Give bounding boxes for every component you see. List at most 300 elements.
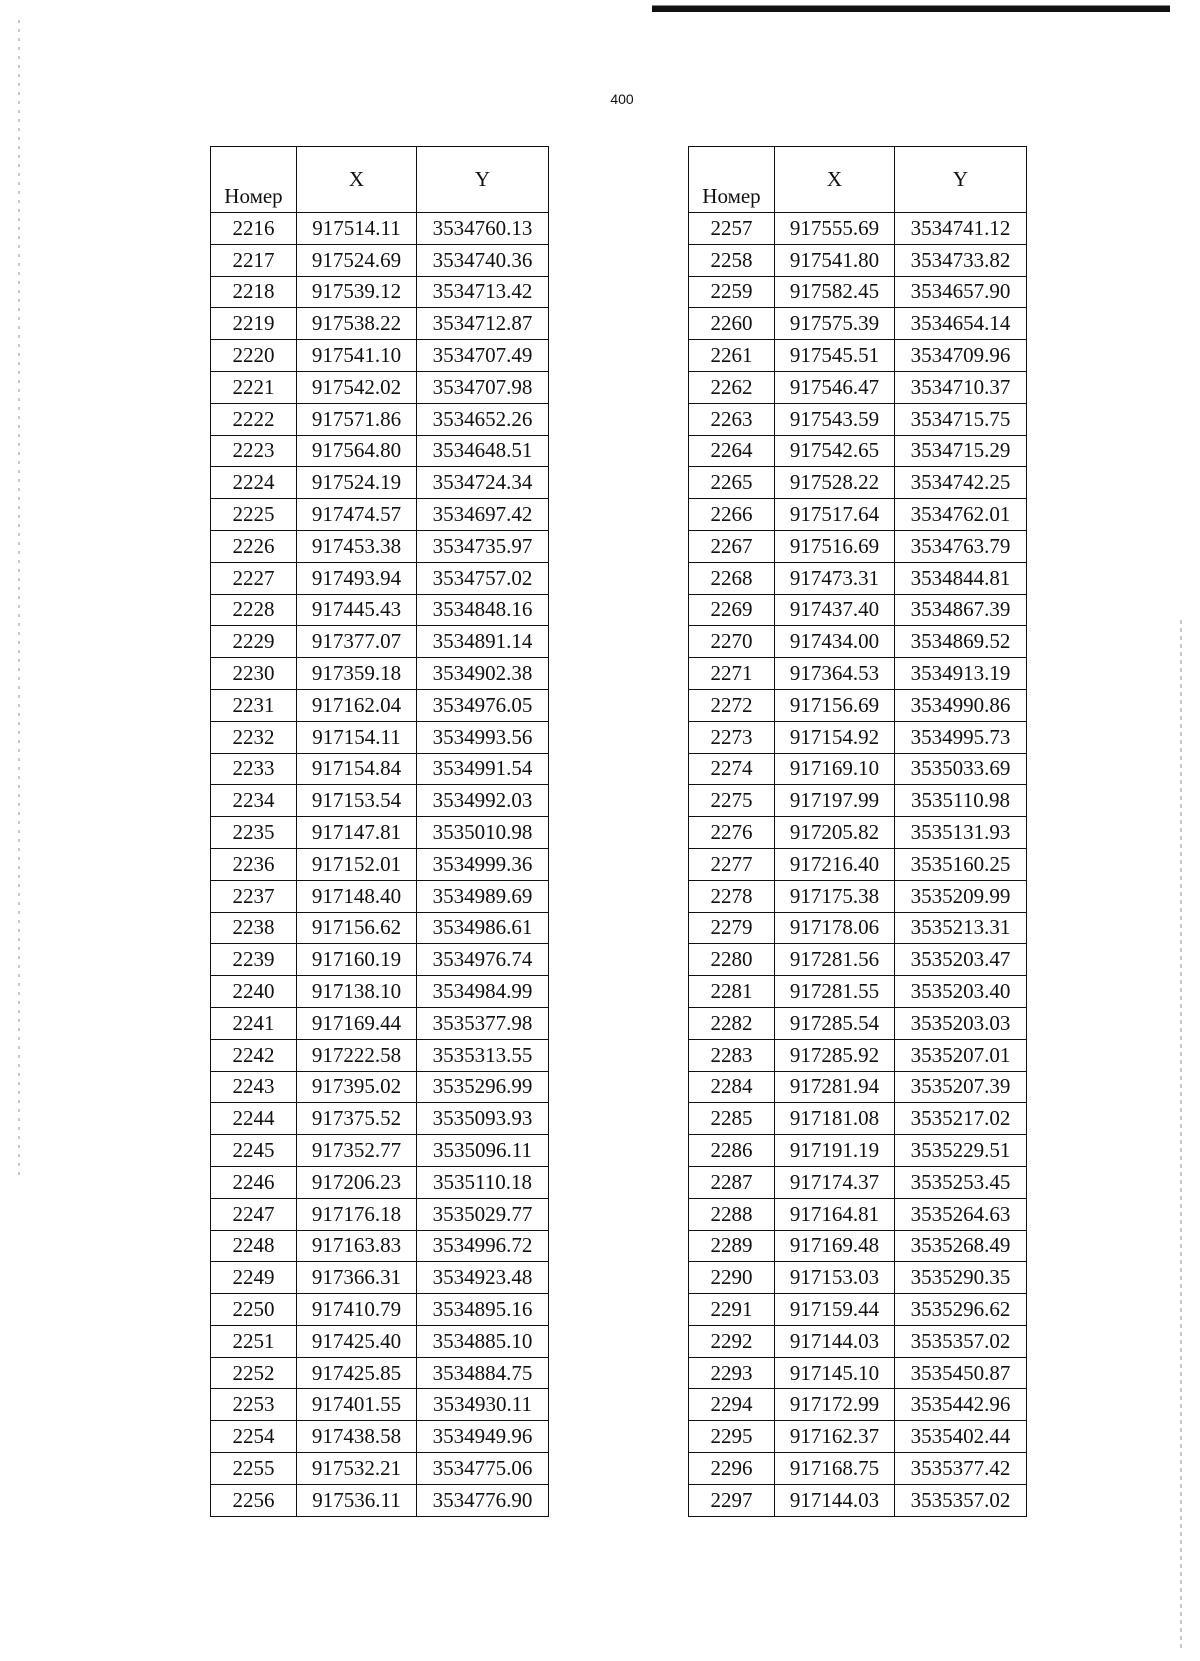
table-row: [211, 1484, 549, 1516]
cell-number: 2225: [211, 499, 297, 531]
table-row: [211, 530, 549, 562]
cell-number: 2271: [689, 658, 775, 690]
cell-x: 917222.58: [297, 1039, 417, 1071]
table-row: [689, 1135, 1027, 1167]
cell-x: 917524.69: [297, 244, 417, 276]
cell-y: 3535296.99: [417, 1071, 549, 1103]
table-row: [689, 244, 1027, 276]
page-number: 400: [610, 91, 634, 107]
table-row: [689, 626, 1027, 658]
cell-number: 2253: [211, 1389, 297, 1421]
cell-number: 2252: [211, 1357, 297, 1389]
table-row: [689, 562, 1027, 594]
cell-number: 2283: [689, 1039, 775, 1071]
cell-number: 2281: [689, 976, 775, 1008]
table-row: [689, 1198, 1027, 1230]
table-row: [211, 976, 549, 1008]
cell-x: 917175.38: [775, 880, 895, 912]
cell-number: 2231: [211, 689, 297, 721]
cell-number: 2292: [689, 1325, 775, 1357]
cell-number: 2264: [689, 435, 775, 467]
cell-x: 917541.10: [297, 340, 417, 372]
cell-number: 2277: [689, 848, 775, 880]
cell-number: 2232: [211, 721, 297, 753]
table-row: [211, 213, 549, 245]
cell-y: 3534709.96: [895, 340, 1027, 372]
table-row: [689, 1389, 1027, 1421]
cell-x: 917197.99: [775, 785, 895, 817]
scan-edge-left: [18, 20, 20, 1180]
cell-x: 917474.57: [297, 499, 417, 531]
table-row: [211, 848, 549, 880]
table-row: [211, 1325, 549, 1357]
cell-number: 2291: [689, 1294, 775, 1326]
cell-y: 3535093.93: [417, 1103, 549, 1135]
table-row: [689, 276, 1027, 308]
cell-x: 917359.18: [297, 658, 417, 690]
table-row: [211, 1198, 549, 1230]
table-row: [211, 1007, 549, 1039]
cell-y: 3534763.79: [895, 530, 1027, 562]
cell-y: 3534992.03: [417, 785, 549, 817]
cell-x: 917205.82: [775, 817, 895, 849]
table-row: [211, 244, 549, 276]
cell-number: 2239: [211, 944, 297, 976]
cell-y: 3534999.36: [417, 848, 549, 880]
cell-number: 2274: [689, 753, 775, 785]
cell-x: 917156.69: [775, 689, 895, 721]
table-row: [689, 1166, 1027, 1198]
cell-x: 917153.03: [775, 1262, 895, 1294]
cell-y: 3534724.34: [417, 467, 549, 499]
cell-x: 917154.84: [297, 753, 417, 785]
cell-y: 3535290.35: [895, 1262, 1027, 1294]
cell-number: 2220: [211, 340, 297, 372]
table-row: [689, 435, 1027, 467]
cell-y: 3535229.51: [895, 1135, 1027, 1167]
cell-x: 917164.81: [775, 1198, 895, 1230]
cell-y: 3534715.29: [895, 435, 1027, 467]
cell-x: 917575.39: [775, 308, 895, 340]
cell-y: 3535203.47: [895, 944, 1027, 976]
cell-x: 917178.06: [775, 912, 895, 944]
table-row: [211, 1389, 549, 1421]
table-row: [211, 562, 549, 594]
table-row: [689, 689, 1027, 721]
table-row: [689, 1071, 1027, 1103]
table-row: [211, 403, 549, 435]
cell-y: 3534776.90: [417, 1484, 549, 1516]
table-row: [211, 1103, 549, 1135]
table-row: [689, 817, 1027, 849]
cell-y: 3534844.81: [895, 562, 1027, 594]
cell-number: 2289: [689, 1230, 775, 1262]
cell-number: 2230: [211, 658, 297, 690]
cell-x: 917401.55: [297, 1389, 417, 1421]
cell-x: 917152.01: [297, 848, 417, 880]
cell-number: 2279: [689, 912, 775, 944]
cell-x: 917524.19: [297, 467, 417, 499]
cell-number: 2293: [689, 1357, 775, 1389]
cell-number: 2260: [689, 308, 775, 340]
table-row: [211, 1262, 549, 1294]
cell-y: 3534949.96: [417, 1421, 549, 1453]
cell-x: 917163.83: [297, 1230, 417, 1262]
cell-number: 2282: [689, 1007, 775, 1039]
table-row: [689, 467, 1027, 499]
cell-number: 2221: [211, 371, 297, 403]
table-row: [689, 1007, 1027, 1039]
cell-y: 3534996.72: [417, 1230, 549, 1262]
cell-number: 2246: [211, 1166, 297, 1198]
cell-y: 3535450.87: [895, 1357, 1027, 1389]
cell-number: 2218: [211, 276, 297, 308]
cell-x: 917169.48: [775, 1230, 895, 1262]
table-row: [689, 1294, 1027, 1326]
cell-y: 3534713.42: [417, 276, 549, 308]
cell-x: 917555.69: [775, 213, 895, 245]
cell-x: 917395.02: [297, 1071, 417, 1103]
cell-number: 2233: [211, 753, 297, 785]
cell-x: 917216.40: [775, 848, 895, 880]
table-row: [211, 721, 549, 753]
table-row: [211, 308, 549, 340]
cell-number: 2243: [211, 1071, 297, 1103]
cell-y: 3534913.19: [895, 658, 1027, 690]
table-row: [689, 308, 1027, 340]
cell-number: 2259: [689, 276, 775, 308]
cell-number: 2254: [211, 1421, 297, 1453]
cell-y: 3535268.49: [895, 1230, 1027, 1262]
cell-x: 917538.22: [297, 308, 417, 340]
cell-number: 2247: [211, 1198, 297, 1230]
table-row: [211, 499, 549, 531]
cell-x: 917377.07: [297, 626, 417, 658]
cell-number: 2251: [211, 1325, 297, 1357]
cell-y: 3535296.62: [895, 1294, 1027, 1326]
cell-y: 3535442.96: [895, 1389, 1027, 1421]
table-row: [211, 944, 549, 976]
column-header-y: Y: [895, 147, 1027, 213]
table-row: [689, 1262, 1027, 1294]
cell-x: 917154.11: [297, 721, 417, 753]
cell-number: 2267: [689, 530, 775, 562]
cell-number: 2217: [211, 244, 297, 276]
cell-y: 3535264.63: [895, 1198, 1027, 1230]
table-row: [211, 340, 549, 372]
table-row: [689, 530, 1027, 562]
cell-y: 3534707.49: [417, 340, 549, 372]
cell-number: 2240: [211, 976, 297, 1008]
cell-y: 3534733.82: [895, 244, 1027, 276]
cell-y: 3535029.77: [417, 1198, 549, 1230]
cell-number: 2226: [211, 530, 297, 562]
column-header-number: Номер: [211, 147, 297, 213]
cell-y: 3534986.61: [417, 912, 549, 944]
cell-y: 3534976.74: [417, 944, 549, 976]
cell-y: 3534741.12: [895, 213, 1027, 245]
table-row: [689, 848, 1027, 880]
cell-x: 917352.77: [297, 1135, 417, 1167]
cell-number: 2263: [689, 403, 775, 435]
cell-x: 917473.31: [775, 562, 895, 594]
table-row: [689, 1484, 1027, 1516]
top-rule: [652, 6, 1170, 12]
cell-y: 3535096.11: [417, 1135, 549, 1167]
cell-y: 3535203.03: [895, 1007, 1027, 1039]
table-row: [211, 276, 549, 308]
cell-x: 917169.44: [297, 1007, 417, 1039]
table-row: [689, 753, 1027, 785]
cell-x: 917145.10: [775, 1357, 895, 1389]
cell-number: 2266: [689, 499, 775, 531]
cell-x: 917162.04: [297, 689, 417, 721]
cell-y: 3534715.75: [895, 403, 1027, 435]
cell-number: 2284: [689, 1071, 775, 1103]
cell-y: 3534775.06: [417, 1453, 549, 1485]
cell-y: 3535207.01: [895, 1039, 1027, 1071]
table-row: [211, 1071, 549, 1103]
table-row: [211, 785, 549, 817]
cell-number: 2286: [689, 1135, 775, 1167]
table-row: [211, 689, 549, 721]
table-row: [689, 1039, 1027, 1071]
cell-x: 917285.54: [775, 1007, 895, 1039]
cell-number: 2255: [211, 1453, 297, 1485]
cell-y: 3535203.40: [895, 976, 1027, 1008]
cell-y: 3534995.73: [895, 721, 1027, 753]
cell-y: 3534710.37: [895, 371, 1027, 403]
cell-x: 917539.12: [297, 276, 417, 308]
cell-x: 917410.79: [297, 1294, 417, 1326]
cell-number: 2229: [211, 626, 297, 658]
cell-y: 3534884.75: [417, 1357, 549, 1389]
cell-number: 2295: [689, 1421, 775, 1453]
cell-y: 3534984.99: [417, 976, 549, 1008]
cell-y: 3535207.39: [895, 1071, 1027, 1103]
table-row: [689, 976, 1027, 1008]
cell-number: 2244: [211, 1103, 297, 1135]
cell-x: 917546.47: [775, 371, 895, 403]
cell-y: 3535402.44: [895, 1421, 1027, 1453]
cell-x: 917545.51: [775, 340, 895, 372]
cell-x: 917285.92: [775, 1039, 895, 1071]
cell-y: 3534923.48: [417, 1262, 549, 1294]
table-row: [211, 626, 549, 658]
cell-y: 3534895.16: [417, 1294, 549, 1326]
table-row: [689, 403, 1027, 435]
cell-number: 2261: [689, 340, 775, 372]
table-row: [211, 435, 549, 467]
table-row: [689, 1453, 1027, 1485]
cell-y: 3534762.01: [895, 499, 1027, 531]
cell-y: 3534867.39: [895, 594, 1027, 626]
cell-x: 917144.03: [775, 1325, 895, 1357]
cell-number: 2242: [211, 1039, 297, 1071]
cell-number: 2248: [211, 1230, 297, 1262]
cell-x: 917517.64: [775, 499, 895, 531]
table-row: [211, 1357, 549, 1389]
cell-x: 917541.80: [775, 244, 895, 276]
cell-x: 917434.00: [775, 626, 895, 658]
cell-x: 917542.65: [775, 435, 895, 467]
cell-number: 2278: [689, 880, 775, 912]
cell-y: 3534976.05: [417, 689, 549, 721]
cell-y: 3534989.69: [417, 880, 549, 912]
cell-y: 3534735.97: [417, 530, 549, 562]
cell-number: 2275: [689, 785, 775, 817]
cell-y: 3534654.14: [895, 308, 1027, 340]
cell-number: 2223: [211, 435, 297, 467]
cell-number: 2270: [689, 626, 775, 658]
cell-x: 917542.02: [297, 371, 417, 403]
cell-y: 3535110.98: [895, 785, 1027, 817]
cell-y: 3534891.14: [417, 626, 549, 658]
cell-y: 3535209.99: [895, 880, 1027, 912]
coordinates-table-left: [210, 146, 549, 1517]
table-row: [211, 1166, 549, 1198]
cell-y: 3534740.36: [417, 244, 549, 276]
cell-x: 917159.44: [775, 1294, 895, 1326]
cell-x: 917564.80: [297, 435, 417, 467]
cell-y: 3534760.13: [417, 213, 549, 245]
table-row: [211, 1453, 549, 1485]
cell-y: 3535377.42: [895, 1453, 1027, 1485]
cell-y: 3535253.45: [895, 1166, 1027, 1198]
cell-y: 3534657.90: [895, 276, 1027, 308]
table-header-row: [211, 147, 549, 213]
table-row: [689, 785, 1027, 817]
table-row: [689, 658, 1027, 690]
table-row: [211, 1135, 549, 1167]
table-row: [689, 594, 1027, 626]
cell-x: 917154.92: [775, 721, 895, 753]
cell-number: 2249: [211, 1262, 297, 1294]
table-row: [689, 944, 1027, 976]
cell-x: 917437.40: [775, 594, 895, 626]
cell-x: 917172.99: [775, 1389, 895, 1421]
cell-y: 3534742.25: [895, 467, 1027, 499]
cell-y: 3535217.02: [895, 1103, 1027, 1135]
cell-number: 2245: [211, 1135, 297, 1167]
cell-x: 917144.03: [775, 1484, 895, 1516]
cell-x: 917191.19: [775, 1135, 895, 1167]
cell-y: 3535033.69: [895, 753, 1027, 785]
cell-number: 2258: [689, 244, 775, 276]
cell-x: 917425.85: [297, 1357, 417, 1389]
cell-number: 2288: [689, 1198, 775, 1230]
table-row: [211, 817, 549, 849]
cell-x: 917425.40: [297, 1325, 417, 1357]
cell-x: 917281.56: [775, 944, 895, 976]
cell-y: 3535160.25: [895, 848, 1027, 880]
cell-number: 2265: [689, 467, 775, 499]
cell-y: 3535110.18: [417, 1166, 549, 1198]
table-row: [211, 912, 549, 944]
cell-number: 2262: [689, 371, 775, 403]
column-header-x: X: [297, 147, 417, 213]
table-row: [689, 1421, 1027, 1453]
cell-number: 2216: [211, 213, 297, 245]
cell-x: 917453.38: [297, 530, 417, 562]
cell-x: 917543.59: [775, 403, 895, 435]
table-row: [211, 753, 549, 785]
cell-x: 917445.43: [297, 594, 417, 626]
cell-x: 917162.37: [775, 1421, 895, 1453]
table-row: [689, 213, 1027, 245]
cell-y: 3535357.02: [895, 1484, 1027, 1516]
cell-number: 2294: [689, 1389, 775, 1421]
table-row: [211, 1421, 549, 1453]
cell-x: 917375.52: [297, 1103, 417, 1135]
cell-number: 2238: [211, 912, 297, 944]
cell-y: 3534648.51: [417, 435, 549, 467]
table-row: [689, 912, 1027, 944]
cell-y: 3534848.16: [417, 594, 549, 626]
cell-number: 2256: [211, 1484, 297, 1516]
cell-number: 2296: [689, 1453, 775, 1485]
cell-number: 2297: [689, 1484, 775, 1516]
cell-x: 917582.45: [775, 276, 895, 308]
cell-x: 917153.54: [297, 785, 417, 817]
cell-x: 917147.81: [297, 817, 417, 849]
cell-number: 2219: [211, 308, 297, 340]
cell-x: 917174.37: [775, 1166, 895, 1198]
cell-number: 2241: [211, 1007, 297, 1039]
cell-y: 3534652.26: [417, 403, 549, 435]
table-row: [689, 880, 1027, 912]
table-row: [689, 499, 1027, 531]
cell-x: 917438.58: [297, 1421, 417, 1453]
cell-number: 2285: [689, 1103, 775, 1135]
cell-number: 2236: [211, 848, 297, 880]
table-row: [211, 1230, 549, 1262]
table-row: [211, 594, 549, 626]
cell-x: 917281.94: [775, 1071, 895, 1103]
cell-number: 2269: [689, 594, 775, 626]
cell-number: 2287: [689, 1166, 775, 1198]
column-header-y: Y: [417, 147, 549, 213]
cell-y: 3534712.87: [417, 308, 549, 340]
cell-number: 2280: [689, 944, 775, 976]
cell-y: 3535357.02: [895, 1325, 1027, 1357]
cell-x: 917493.94: [297, 562, 417, 594]
cell-number: 2268: [689, 562, 775, 594]
cell-number: 2228: [211, 594, 297, 626]
cell-number: 2272: [689, 689, 775, 721]
cell-y: 3534930.11: [417, 1389, 549, 1421]
table-row: [689, 1325, 1027, 1357]
column-header-x: X: [775, 147, 895, 213]
cell-x: 917169.10: [775, 753, 895, 785]
table-row: [689, 1103, 1027, 1135]
cell-number: 2224: [211, 467, 297, 499]
cell-x: 917206.23: [297, 1166, 417, 1198]
cell-x: 917160.19: [297, 944, 417, 976]
cell-x: 917514.11: [297, 213, 417, 245]
cell-number: 2235: [211, 817, 297, 849]
cell-x: 917281.55: [775, 976, 895, 1008]
cell-x: 917528.22: [775, 467, 895, 499]
cell-x: 917181.08: [775, 1103, 895, 1135]
cell-y: 3535010.98: [417, 817, 549, 849]
cell-y: 3534757.02: [417, 562, 549, 594]
cell-number: 2257: [689, 213, 775, 245]
cell-x: 917148.40: [297, 880, 417, 912]
table-row: [211, 371, 549, 403]
scan-edge-right: [1180, 620, 1182, 1650]
cell-x: 917366.31: [297, 1262, 417, 1294]
